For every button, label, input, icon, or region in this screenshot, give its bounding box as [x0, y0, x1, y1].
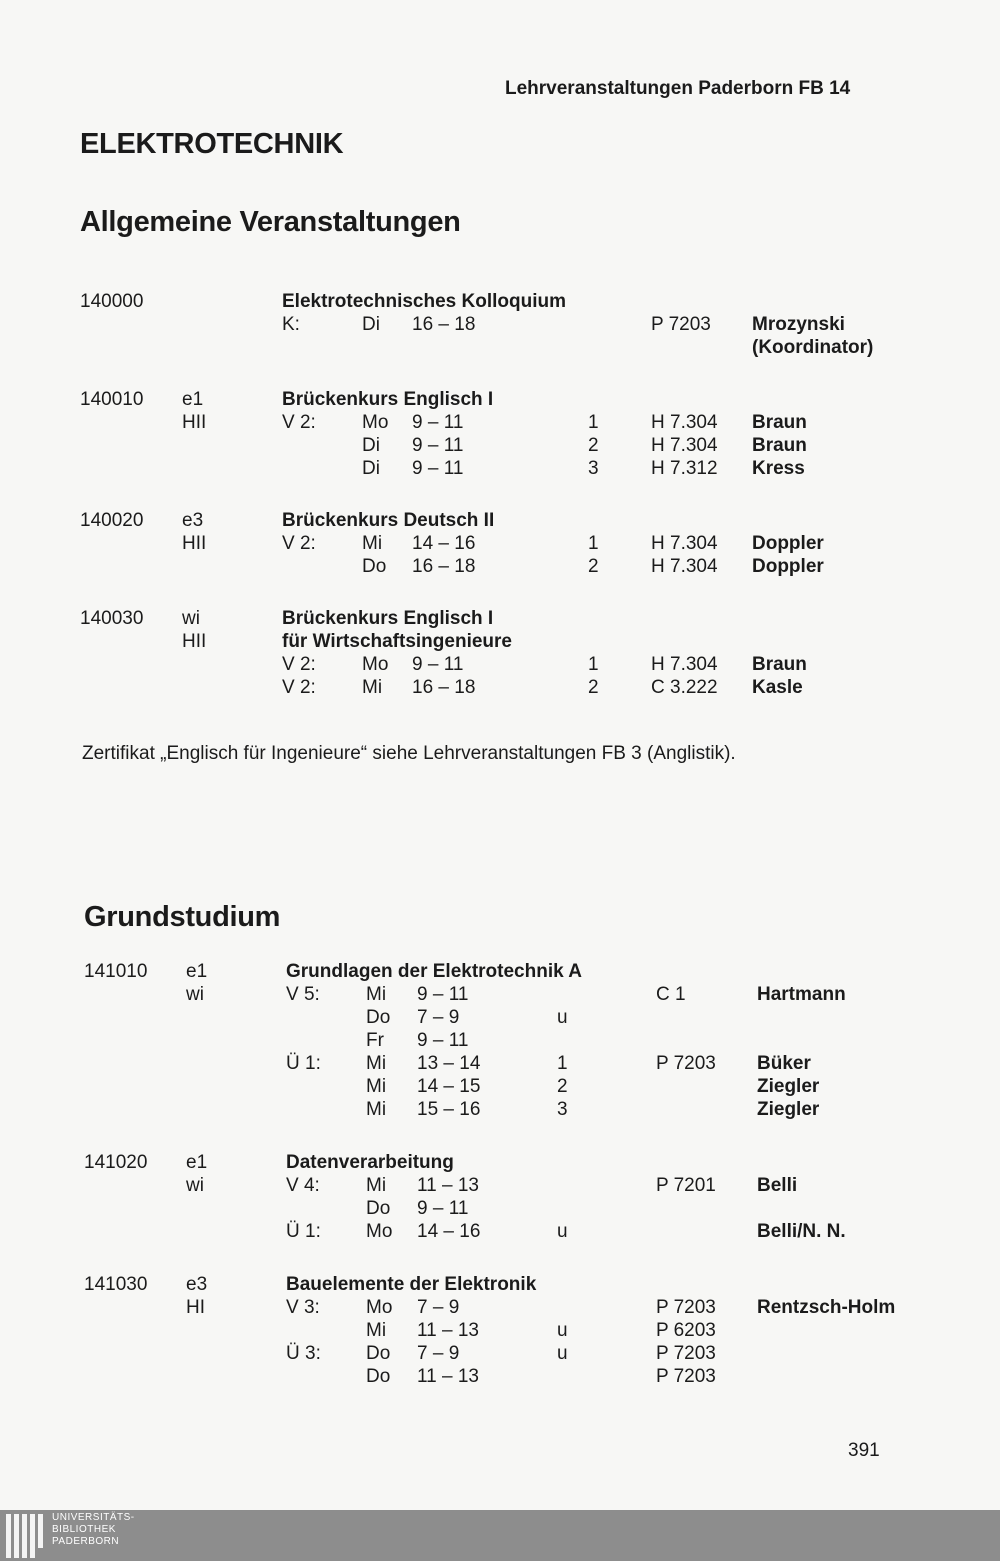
- schedule-lecturer: Mrozynski: [752, 314, 845, 335]
- schedule-kind: V 5:: [286, 984, 320, 1005]
- course-code: HII: [182, 631, 207, 652]
- schedule-group: 3: [557, 1099, 568, 1120]
- course-title: für Wirtschaftsingenieure: [282, 631, 512, 652]
- schedule-room: C 1: [656, 984, 686, 1005]
- course-title: Grundlagen der Elektrotechnik A: [286, 961, 582, 982]
- schedule-day: Do: [366, 1343, 391, 1364]
- schedule-day: Do: [366, 1198, 391, 1219]
- schedule-kind: Ü 1:: [286, 1053, 321, 1074]
- schedule-time: 9 – 11: [412, 435, 464, 456]
- course-code: e3: [186, 1274, 208, 1295]
- course-title: Bauelemente der Elektronik: [286, 1274, 537, 1295]
- schedule-day: Mo: [366, 1221, 393, 1242]
- schedule-day: Mi: [366, 1320, 387, 1341]
- schedule-day: Di: [362, 314, 380, 335]
- schedule-group: 2: [588, 677, 599, 698]
- course-title: Datenverarbeitung: [286, 1152, 454, 1173]
- library-footer: [0, 1510, 1000, 1561]
- running-head: Lehrveranstaltungen Paderborn FB 14: [505, 78, 851, 99]
- library-name-line: UNIVERSITÄTS-: [52, 1512, 135, 1523]
- course-number: 140010: [80, 389, 144, 410]
- schedule-time: 11 – 13: [417, 1175, 479, 1196]
- schedule-kind: V 2:: [282, 677, 316, 698]
- schedule-day: Do: [362, 556, 387, 577]
- schedule-lecturer: Braun: [752, 654, 807, 675]
- schedule-time: 7 – 9: [417, 1007, 460, 1028]
- course-code: wi: [186, 1175, 204, 1196]
- schedule-room: H 7.304: [651, 435, 718, 456]
- course-number: 141020: [84, 1152, 148, 1173]
- library-name-line: BIBLIOTHEK: [52, 1524, 116, 1535]
- schedule-lecturer: Hartmann: [757, 984, 846, 1005]
- course-title: Brückenkurs Deutsch II: [282, 510, 495, 531]
- schedule-group: 1: [588, 412, 599, 433]
- course-title: Elektrotechnisches Kolloquium: [282, 291, 566, 312]
- schedule-room: P 7203: [656, 1053, 716, 1074]
- library-name-line: PADERBORN: [52, 1536, 120, 1547]
- course-code: e1: [186, 1152, 208, 1173]
- schedule-lecturer: (Koordinator): [752, 337, 874, 358]
- schedule-group: 3: [588, 458, 599, 479]
- course-code: e3: [182, 510, 204, 531]
- schedule-day: Di: [362, 435, 380, 456]
- schedule-day: Mi: [366, 1053, 387, 1074]
- library-name: [52, 1512, 135, 1548]
- course-title: Brückenkurs Englisch I: [282, 608, 494, 629]
- schedule-day: Mi: [366, 1175, 387, 1196]
- course-code: e1: [182, 389, 204, 410]
- schedule-group: 2: [588, 556, 599, 577]
- schedule-room: H 7.304: [651, 654, 718, 675]
- course-code: HI: [186, 1297, 205, 1318]
- schedule-time: 14 – 16: [417, 1221, 481, 1242]
- schedule-group: 1: [557, 1053, 568, 1074]
- course-code: wi: [182, 608, 200, 629]
- schedule-group: u: [557, 1007, 568, 1028]
- page-number: 391: [848, 1440, 880, 1461]
- schedule-day: Mo: [362, 412, 389, 433]
- schedule-kind: K:: [282, 314, 300, 335]
- schedule-room: P 6203: [656, 1320, 716, 1341]
- schedule-lecturer: Rentzsch-Holm: [757, 1297, 896, 1318]
- schedule-kind: V 2:: [282, 533, 316, 554]
- main-title: ELEKTROTECHNIK: [80, 128, 344, 160]
- schedule-time: 16 – 18: [412, 556, 476, 577]
- schedule-day: Di: [362, 458, 380, 479]
- schedule-time: 13 – 14: [417, 1053, 481, 1074]
- schedule-group: 2: [588, 435, 599, 456]
- schedule-room: H 7.304: [651, 533, 718, 554]
- schedule-room: H 7.312: [651, 458, 718, 479]
- schedule-room: C 3.222: [651, 677, 718, 698]
- schedule-kind: V 3:: [286, 1297, 320, 1318]
- library-logo-icon: [6, 1514, 46, 1558]
- course-number: 141010: [84, 961, 148, 982]
- schedule-room: P 7203: [656, 1343, 716, 1364]
- schedule-time: 7 – 9: [417, 1343, 460, 1364]
- schedule-group: 2: [557, 1076, 568, 1097]
- schedule-time: 7 – 9: [417, 1297, 460, 1318]
- schedule-day: Mo: [366, 1297, 393, 1318]
- schedule-group: u: [557, 1221, 568, 1242]
- schedule-time: 14 – 16: [412, 533, 476, 554]
- schedule-room: P 7203: [656, 1366, 716, 1387]
- schedule-time: 9 – 11: [417, 1030, 469, 1051]
- course-number: 140020: [80, 510, 144, 531]
- schedule-time: 14 – 15: [417, 1076, 481, 1097]
- schedule-group: u: [557, 1320, 568, 1341]
- schedule-room: P 7203: [656, 1297, 716, 1318]
- section-title: Allgemeine Veranstaltungen: [80, 206, 461, 238]
- schedule-lecturer: Braun: [752, 412, 807, 433]
- schedule-time: 11 – 13: [417, 1320, 479, 1341]
- schedule-lecturer: Kasle: [752, 677, 803, 698]
- course-code: wi: [186, 984, 204, 1005]
- schedule-day: Mo: [362, 654, 389, 675]
- schedule-lecturer: Ziegler: [757, 1076, 820, 1097]
- schedule-lecturer: Büker: [757, 1053, 811, 1074]
- course-code: HII: [182, 412, 207, 433]
- schedule-lecturer: Braun: [752, 435, 807, 456]
- schedule-group: u: [557, 1343, 568, 1364]
- schedule-room: H 7.304: [651, 556, 718, 577]
- schedule-day: Mi: [362, 677, 383, 698]
- schedule-room: P 7201: [656, 1175, 716, 1196]
- schedule-day: Mi: [366, 1099, 387, 1120]
- schedule-time: 9 – 11: [412, 412, 464, 433]
- schedule-day: Mi: [366, 1076, 387, 1097]
- schedule-group: 1: [588, 654, 599, 675]
- schedule-day: Fr: [366, 1030, 384, 1051]
- schedule-time: 9 – 11: [417, 984, 469, 1005]
- section-title: Grundstudium: [84, 901, 281, 933]
- schedule-day: Mi: [362, 533, 383, 554]
- schedule-day: Mi: [366, 984, 387, 1005]
- course-number: 140030: [80, 608, 144, 629]
- schedule-room: P 7203: [651, 314, 711, 335]
- schedule-time: 16 – 18: [412, 314, 476, 335]
- course-number: 140000: [80, 291, 144, 312]
- schedule-room: H 7.304: [651, 412, 718, 433]
- schedule-kind: V 2:: [282, 654, 316, 675]
- schedule-lecturer: Ziegler: [757, 1099, 820, 1120]
- schedule-time: 9 – 11: [412, 654, 464, 675]
- course-number: 141030: [84, 1274, 148, 1295]
- schedule-kind: Ü 3:: [286, 1343, 321, 1364]
- schedule-kind: V 2:: [282, 412, 316, 433]
- course-code: e1: [186, 961, 208, 982]
- schedule-kind: V 4:: [286, 1175, 320, 1196]
- schedule-kind: Ü 1:: [286, 1221, 321, 1242]
- schedule-time: 15 – 16: [417, 1099, 481, 1120]
- course-code: HII: [182, 533, 207, 554]
- schedule-lecturer: Belli/N. N.: [757, 1221, 846, 1242]
- certificate-note: Zertifikat „Englisch für Ingenieure“ siehe Lehrveranstaltungen FB 3 (Anglistik).: [82, 743, 736, 764]
- schedule-group: 1: [588, 533, 599, 554]
- schedule-day: Do: [366, 1366, 391, 1387]
- schedule-time: 11 – 13: [417, 1366, 479, 1387]
- schedule-lecturer: Kress: [752, 458, 805, 479]
- schedule-time: 9 – 11: [412, 458, 464, 479]
- schedule-lecturer: Belli: [757, 1175, 798, 1196]
- schedule-lecturer: Doppler: [752, 533, 824, 554]
- schedule-lecturer: Doppler: [752, 556, 824, 577]
- schedule-day: Do: [366, 1007, 391, 1028]
- course-title: Brückenkurs Englisch I: [282, 389, 494, 410]
- schedule-time: 9 – 11: [417, 1198, 469, 1219]
- schedule-time: 16 – 18: [412, 677, 476, 698]
